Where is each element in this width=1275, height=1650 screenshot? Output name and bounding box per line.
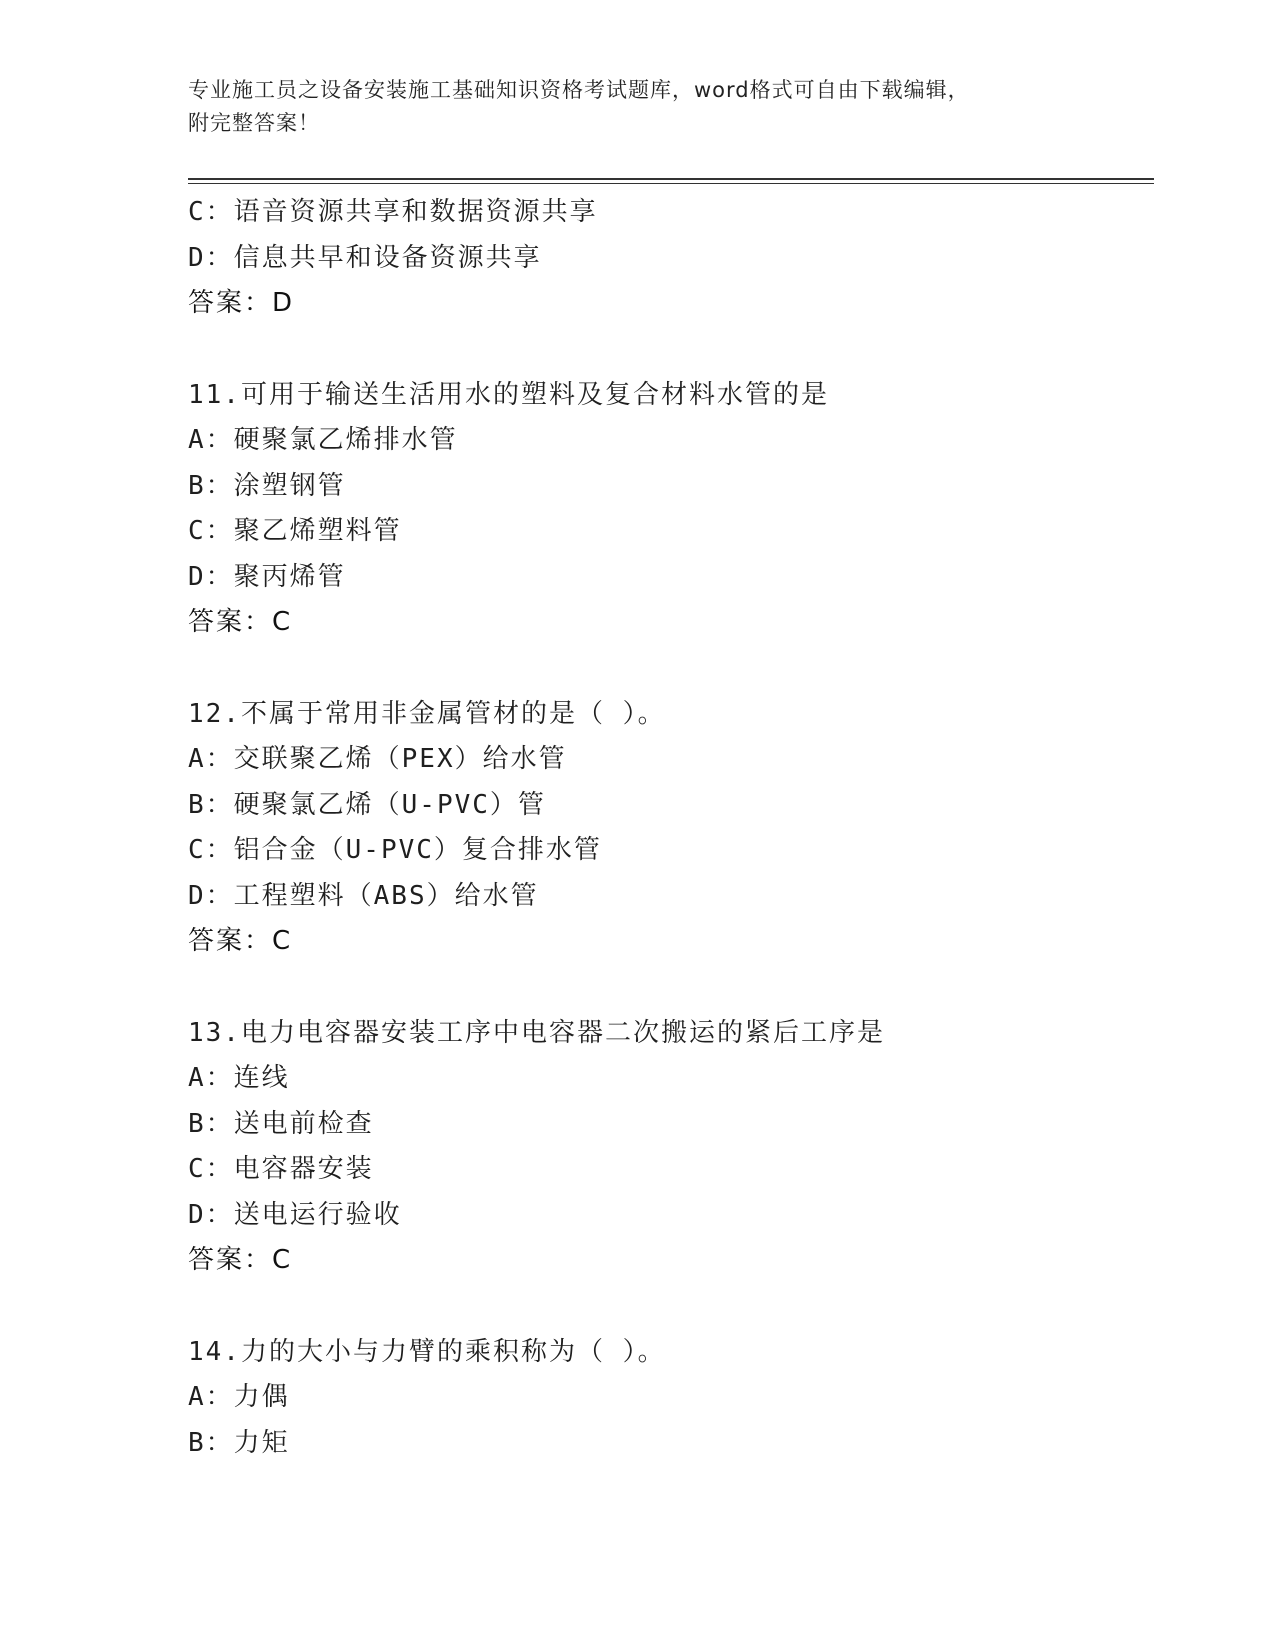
question-stem: 13.电力电容器安装工序中电容器二次搬运的紧后工序是 [188,1017,885,1048]
option-d: D：信息共早和设备资源共享 [188,242,542,273]
option-b: B：涂塑钢管 [188,470,346,501]
question-stem: 14.力的大小与力臂的乘积称为（ ）。 [188,1336,666,1367]
document-header [188,74,1088,140]
header-divider-thin [188,183,1154,184]
question-stem: 11.可用于输送生活用水的塑料及复合材料水管的是 [188,379,829,410]
question-list [188,190,1148,1466]
option-c: C：语音资源共享和数据资源共享 [188,197,598,227]
option-b: B：力矩 [188,1427,290,1458]
option-d: D：送电运行验收 [188,1199,402,1230]
answer-line: 答案：C [188,1245,293,1275]
answer-line: 答案：D [188,288,295,318]
question-11 [188,373,1148,646]
option-c: C：聚乙烯塑料管 [188,516,402,546]
option-a: A：力偶 [188,1382,290,1412]
question-stem: 12.不属于常用非金属管材的是（ ）。 [188,698,666,729]
option-b: B：硬聚氯乙烯（U-PVC）管 [188,789,546,820]
option-a: A：交联聚乙烯（PEX）给水管 [188,744,567,774]
option-a: A：硬聚氯乙烯排水管 [188,425,458,455]
header-divider-thick [188,178,1154,180]
header-line-1: 专业施工员之设备安装施工基础知识资格考试题库，word格式可自由下载编辑， [188,78,970,102]
question-14 [188,1330,1148,1467]
question-12 [188,692,1148,965]
answer-line: 答案：C [188,926,293,956]
answer-line: 答案：C [188,607,293,637]
question-10-continued [188,190,1148,327]
option-a: A：连线 [188,1063,290,1093]
header-line-2: 附完整答案！ [188,111,320,135]
option-b: B：送电前检查 [188,1108,374,1139]
option-d: D：聚丙烯管 [188,561,346,592]
option-c: C：铝合金（U-PVC）复合排水管 [188,835,602,865]
option-d: D：工程塑料（ABS）给水管 [188,880,539,911]
question-13 [188,1011,1148,1284]
option-c: C：电容器安装 [188,1154,374,1184]
